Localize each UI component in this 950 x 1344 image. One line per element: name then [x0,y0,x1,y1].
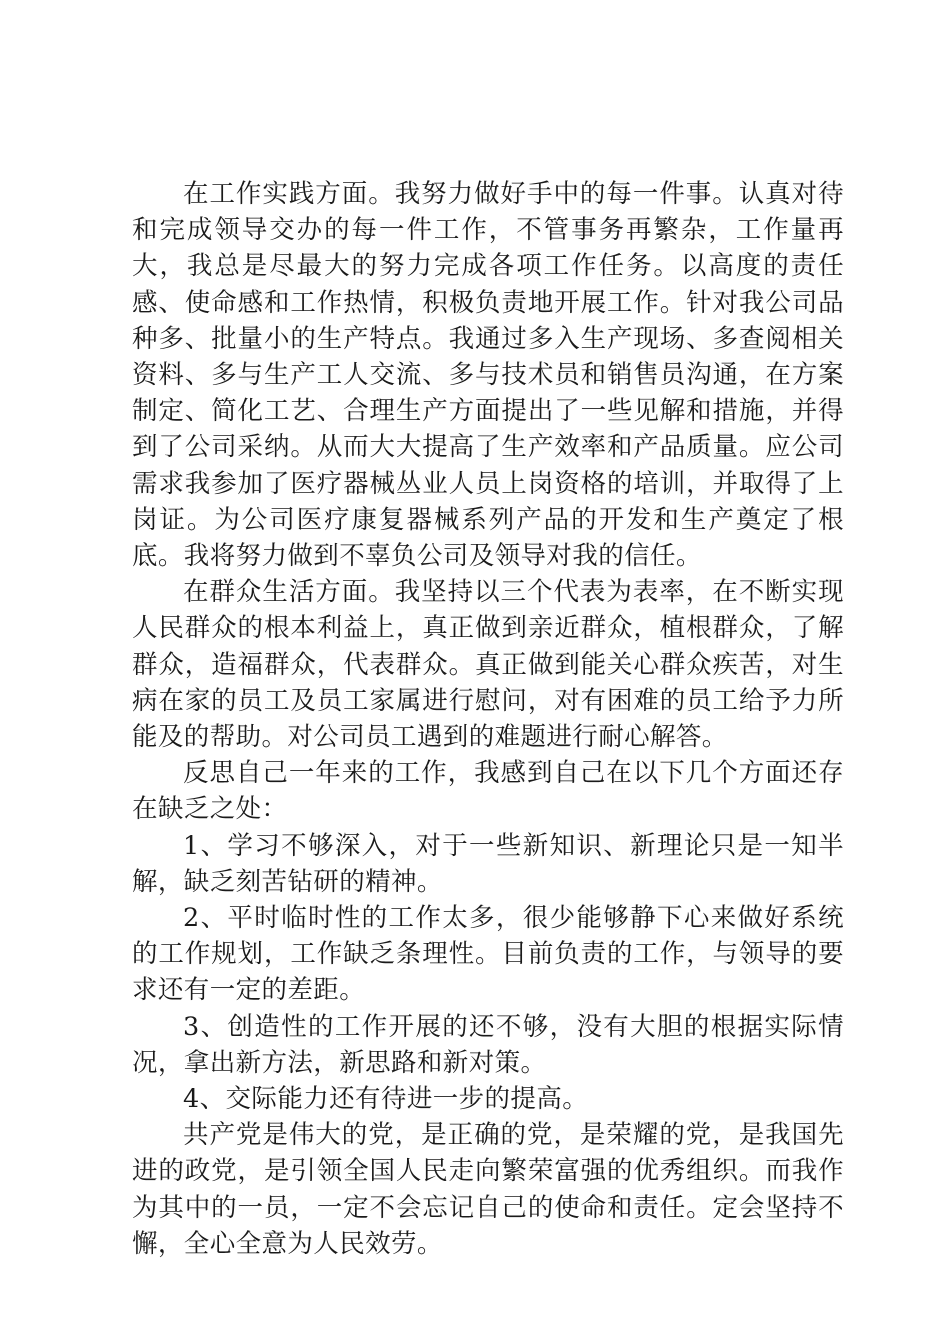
paragraph-shortcoming-4: 4、交际能力还有待进一步的提高。 [183,1084,589,1115]
document-body [132,176,844,1262]
paragraph-shortcoming-2: 2、平时临时性的工作太多，很少能够静下心来做好系统的工作规划，工作缺乏条理性。目前负责的工作，与领导的要求还有一定的差距。 [132,903,844,1006]
paragraph-work-practice: 在工作实践方面。我努力做好手中的每一件事。认真对待和完成领导交办的每一件工作，不管事务再繁杂，工作量再大，我总是尽最大的努力完成各项工作任务。以高度的责任感、使命感和工作热情，积极负责地开展工作。针对我公司品种多、批量小的生产特点。我通过多入生产现场、多查阅相关资料、多与生产工人交流、多与技术员和销售员沟通，在方案制定、简化工艺、合理生产方面提出了一些见解和措施，并得到了公司采纳。从而大大提高了生产效率和产品质量。应公司需求我参加了医疗器械丛业人员上岗资格的培训，并取得了上岗证。为公司医疗康复器械系列产品的开发和生产奠定了根底。我将努力做到不辜负公司及领导对我的信任。 [132,179,844,572]
paragraph-mass-life: 在群众生活方面。我坚持以三个代表为表率，在不断实现人民群众的根本利益上，真正做到亲近群众，植根群众，了解群众，造福群众，代表群众。真正做到能关心群众疾苦，对生病在家的员工及员工家属进行慰问，对有困难的员工给予力所能及的帮助。对公司员工遇到的难题进行耐心解答。 [132,577,844,753]
paragraph-shortcoming-1: 1、学习不够深入，对于一些新知识、新理论只是一知半解，缺乏刻苦钻研的精神。 [132,830,844,897]
paragraph-shortcoming-3: 3、创造性的工作开展的还不够，没有大胆的根据实际情况，拿出新方法，新思路和新对策。 [132,1011,844,1078]
paragraph-reflection-intro: 反思自己一年来的工作，我感到自己在以下几个方面还存在缺乏之处： [132,758,844,825]
paragraph-conclusion: 共产党是伟大的党，是正确的党，是荣耀的党，是我国先进的政党，是引领全国人民走向繁荣富强的优秀组织。而我作为其中的一员，一定不会忘记自己的使命和责任。定会坚持不懈，全心全意为人民效劳。 [132,1120,844,1259]
